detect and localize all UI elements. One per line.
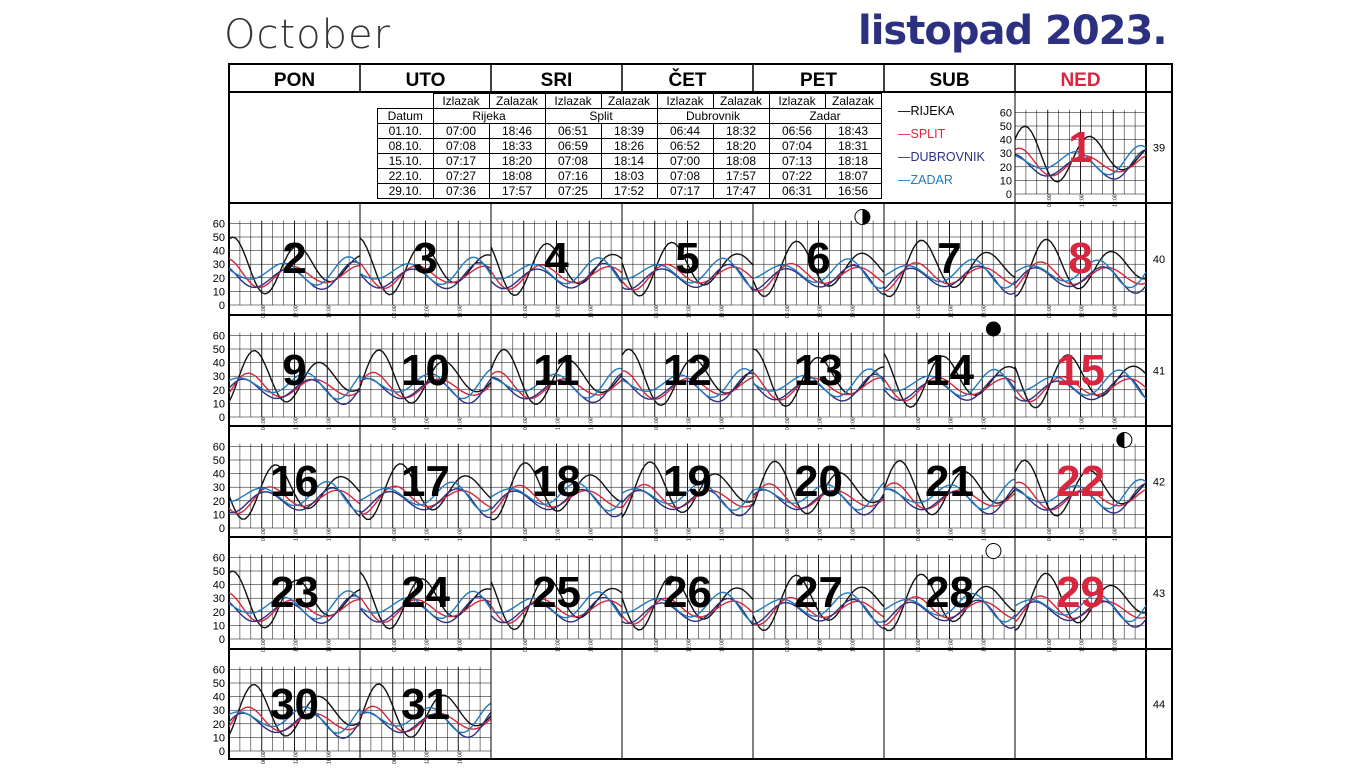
- day-number: 21: [925, 457, 974, 506]
- table-cell-time: 18:26: [601, 139, 657, 154]
- tide-axis-tick: 50: [212, 344, 225, 356]
- time-tick-label: 12:00: [293, 417, 300, 430]
- day-number: 7: [937, 234, 962, 283]
- time-tick-label: 12:00: [293, 751, 300, 764]
- tide-axis-tick: 50: [212, 455, 225, 467]
- moon-new-icon: [986, 322, 1001, 337]
- time-tick-label: 06:00: [915, 528, 922, 541]
- time-tick-label: 18:00: [719, 528, 726, 541]
- table-cell-time: 06:56: [769, 124, 825, 139]
- table-cell-time: 17:57: [489, 184, 545, 199]
- time-tick-label: 18:00: [850, 417, 857, 430]
- tide-axis-tick: 30: [212, 371, 225, 384]
- time-tick-label: 18:00: [981, 639, 988, 652]
- table-cell-time: 17:52: [601, 184, 657, 199]
- time-tick-label: 18:00: [1112, 194, 1119, 207]
- time-tick-label: 06:00: [260, 528, 267, 541]
- time-tick-label: 18:00: [457, 639, 464, 652]
- day-number: 6: [806, 234, 831, 283]
- header-city-zadar: Zadar: [769, 109, 881, 124]
- time-tick-label: 18:00: [588, 639, 595, 652]
- tide-axis-tick: 20: [212, 495, 225, 508]
- day-number: 8: [1068, 234, 1093, 283]
- time-tick-label: 18:00: [457, 528, 464, 541]
- table-cell-date: 08.10.: [378, 139, 434, 154]
- time-tick-label: 12:00: [424, 639, 431, 652]
- day-number: 24: [401, 568, 450, 617]
- table-cell-time: 18:08: [489, 169, 545, 184]
- day-number: 27: [794, 568, 843, 617]
- time-tick-label: 12:00: [1079, 639, 1086, 652]
- table-cell-time: 07:17: [433, 154, 489, 169]
- tide-axis-tick: 60: [999, 107, 1012, 120]
- time-tick-label: 12:00: [1079, 528, 1086, 541]
- time-tick-label: 12:00: [424, 751, 431, 764]
- time-tick-label: 12:00: [817, 417, 824, 430]
- time-tick-label: 06:00: [1046, 528, 1053, 541]
- day-number: 5: [675, 234, 700, 283]
- tide-axis-tick: 20: [212, 272, 225, 285]
- tide-axis-tick: 40: [212, 245, 225, 258]
- tide-axis-tick: 50: [999, 121, 1012, 133]
- time-tick-label: 18:00: [326, 528, 333, 541]
- header-sunrise-zadar: Izlazak: [769, 94, 825, 109]
- time-tick-label: 18:00: [588, 528, 595, 541]
- table-cell-time: 18:20: [489, 154, 545, 169]
- time-tick-label: 06:00: [653, 528, 660, 541]
- time-tick-label: 12:00: [948, 639, 955, 652]
- month-title-croatian: listopad 2023.: [858, 8, 1167, 54]
- table-cell-time: 18:18: [825, 154, 881, 169]
- tide-axis-tick: 20: [999, 161, 1012, 174]
- time-tick-label: 18:00: [588, 417, 595, 430]
- table-cell-time: 06:31: [769, 184, 825, 199]
- tide-axis-tick: 40: [212, 357, 225, 370]
- time-tick-label: 18:00: [326, 305, 333, 318]
- tide-axis-tick: 40: [212, 691, 225, 704]
- week-number: 44: [1152, 699, 1166, 711]
- day-number: 17: [401, 457, 450, 506]
- time-tick-label: 18:00: [981, 417, 988, 430]
- header-sunset-dubrovnik: Zalazak: [713, 94, 769, 109]
- time-tick-label: 12:00: [948, 417, 955, 430]
- time-tick-label: 18:00: [850, 639, 857, 652]
- time-tick-label: 12:00: [555, 639, 562, 652]
- weekday-label: SUB: [929, 70, 970, 91]
- time-tick-label: 12:00: [424, 417, 431, 430]
- table-row: [378, 124, 882, 139]
- time-tick-label: 06:00: [260, 417, 267, 430]
- time-tick-label: 18:00: [1112, 305, 1119, 318]
- day-number: 22: [1056, 457, 1105, 506]
- tide-axis-tick: 30: [999, 148, 1012, 161]
- tide-axis-tick: 40: [999, 134, 1012, 147]
- time-tick-label: 18:00: [326, 639, 333, 652]
- tide-axis-tick: 50: [212, 678, 225, 690]
- time-tick-label: 06:00: [260, 751, 267, 764]
- time-tick-label: 06:00: [1046, 305, 1053, 318]
- tide-axis-tick: 40: [212, 468, 225, 481]
- day-number: 16: [270, 457, 319, 506]
- tide-legend: [898, 100, 985, 192]
- table-cell-time: 07:17: [657, 184, 713, 199]
- time-tick-label: 18:00: [850, 305, 857, 318]
- week-number: 39: [1152, 142, 1166, 155]
- table-cell-time: 17:57: [713, 169, 769, 184]
- table-cell-time: 18:39: [601, 124, 657, 139]
- weekday-label: PON: [273, 70, 316, 91]
- time-tick-label: 06:00: [653, 417, 660, 430]
- table-cell-time: 07:04: [769, 139, 825, 154]
- time-tick-label: 06:00: [260, 639, 267, 652]
- time-tick-label: 12:00: [817, 305, 824, 318]
- time-tick-label: 06:00: [522, 528, 529, 541]
- time-tick-label: 12:00: [1079, 305, 1086, 318]
- tide-axis-tick: 0: [1005, 189, 1012, 201]
- table-cell-date: 22.10.: [378, 169, 434, 184]
- table-row: [378, 154, 882, 169]
- time-tick-label: 18:00: [326, 751, 333, 764]
- table-cell-time: 07:13: [769, 154, 825, 169]
- time-tick-label: 06:00: [915, 417, 922, 430]
- day-number: 9: [282, 346, 307, 395]
- table-cell-time: 16:56: [825, 184, 881, 199]
- time-tick-label: 06:00: [391, 305, 398, 318]
- sunrise-sunset-table: [377, 93, 882, 199]
- table-cell-date: 15.10.: [378, 154, 434, 169]
- day-number: 4: [544, 234, 569, 283]
- table-row: [378, 184, 882, 199]
- time-tick-label: 12:00: [424, 305, 431, 318]
- moon-full-icon: [986, 544, 1001, 559]
- tide-axis-tick: 0: [218, 746, 225, 758]
- time-tick-label: 18:00: [1112, 639, 1119, 652]
- time-tick-label: 18:00: [719, 417, 726, 430]
- month-title-english: October: [224, 12, 392, 58]
- tide-axis-tick: 60: [212, 664, 225, 677]
- time-tick-label: 18:00: [588, 305, 595, 318]
- day-number: 25: [532, 568, 581, 617]
- table-cell-time: 07:08: [433, 139, 489, 154]
- table-row: [378, 169, 882, 184]
- time-tick-label: 18:00: [981, 528, 988, 541]
- table-cell-time: 07:25: [545, 184, 601, 199]
- table-cell-date: 01.10.: [378, 124, 434, 139]
- tide-axis-tick: 20: [212, 718, 225, 731]
- day-number: 30: [270, 680, 319, 729]
- tide-axis-tick: 60: [212, 218, 225, 231]
- tide-axis-tick: 10: [999, 175, 1012, 188]
- time-tick-label: 12:00: [293, 305, 300, 318]
- table-cell-time: 18:08: [713, 154, 769, 169]
- day-number: 13: [794, 346, 843, 395]
- time-tick-label: 06:00: [915, 305, 922, 318]
- legend-item: —SPLIT: [898, 127, 946, 141]
- table-cell-time: 18:43: [825, 124, 881, 139]
- day-number: 3: [413, 234, 438, 283]
- weekday-label: SRI: [540, 70, 573, 91]
- time-tick-label: 12:00: [686, 417, 693, 430]
- tide-axis-tick: 30: [212, 705, 225, 718]
- time-tick-label: 12:00: [686, 528, 693, 541]
- weekday-label: UTO: [405, 70, 446, 91]
- time-tick-label: 12:00: [555, 417, 562, 430]
- table-cell-time: 07:36: [433, 184, 489, 199]
- time-tick-label: 12:00: [555, 305, 562, 318]
- time-tick-label: 12:00: [686, 305, 693, 318]
- table-cell-time: 06:59: [545, 139, 601, 154]
- table-cell-time: 17:47: [713, 184, 769, 199]
- time-tick-label: 06:00: [653, 639, 660, 652]
- table-cell-time: 18:20: [713, 139, 769, 154]
- table-cell-time: 06:52: [657, 139, 713, 154]
- tide-axis-tick: 10: [212, 398, 225, 411]
- day-number: 28: [925, 568, 974, 617]
- tide-axis-tick: 20: [212, 606, 225, 619]
- moon-first-quarter-icon: [1117, 433, 1132, 448]
- time-tick-label: 18:00: [719, 639, 726, 652]
- table-cell-time: 18:46: [489, 124, 545, 139]
- time-tick-label: 12:00: [817, 528, 824, 541]
- time-tick-label: 06:00: [522, 305, 529, 318]
- table-cell-time: 07:08: [545, 154, 601, 169]
- table-cell-time: 07:22: [769, 169, 825, 184]
- time-tick-label: 06:00: [1046, 417, 1053, 430]
- day-number: 23: [270, 568, 319, 617]
- time-tick-label: 12:00: [948, 305, 955, 318]
- table-cell-time: 07:27: [433, 169, 489, 184]
- time-tick-label: 18:00: [1112, 417, 1119, 430]
- tide-axis-tick: 20: [212, 384, 225, 397]
- day-number: 19: [663, 457, 712, 506]
- legend-item: —RIJEKA: [898, 104, 955, 118]
- time-tick-label: 06:00: [391, 528, 398, 541]
- weekday-label: NED: [1060, 70, 1101, 91]
- tide-axis-tick: 10: [212, 732, 225, 745]
- time-tick-label: 06:00: [653, 305, 660, 318]
- header-city-rijeka: Rijeka: [433, 109, 545, 124]
- table-cell-time: 18:03: [601, 169, 657, 184]
- tide-axis-tick: 60: [212, 441, 225, 454]
- header-date: Datum: [378, 109, 434, 124]
- tide-axis-tick: 10: [212, 509, 225, 522]
- time-tick-label: 18:00: [326, 417, 333, 430]
- tide-axis-tick: 0: [218, 634, 225, 646]
- header-sunrise-split: Izlazak: [545, 94, 601, 109]
- tide-axis-tick: 0: [218, 523, 225, 535]
- table-cell-time: 18:07: [825, 169, 881, 184]
- tide-axis-tick: 10: [212, 620, 225, 633]
- moon-last-quarter-icon: [855, 210, 870, 225]
- tide-axis-tick: 30: [212, 259, 225, 272]
- table-row: [378, 139, 882, 154]
- week-number: 41: [1152, 365, 1166, 378]
- header-sunset-split: Zalazak: [601, 94, 657, 109]
- week-number: 40: [1152, 254, 1166, 266]
- time-tick-label: 12:00: [1079, 194, 1086, 207]
- table-cell-time: 07:16: [545, 169, 601, 184]
- time-tick-label: 18:00: [719, 305, 726, 318]
- time-tick-label: 06:00: [784, 417, 791, 430]
- time-tick-label: 06:00: [522, 639, 529, 652]
- tide-axis-tick: 30: [212, 593, 225, 606]
- time-tick-label: 18:00: [457, 305, 464, 318]
- day-number: 31: [401, 680, 450, 729]
- table-cell-time: 18:14: [601, 154, 657, 169]
- day-number: 10: [401, 346, 450, 395]
- day-number: 11: [533, 346, 580, 395]
- time-tick-label: 06:00: [391, 639, 398, 652]
- table-cell-time: 18:31: [825, 139, 881, 154]
- time-tick-label: 06:00: [784, 305, 791, 318]
- tide-axis-tick: 50: [212, 566, 225, 578]
- header-sunrise-dubrovnik: Izlazak: [657, 94, 713, 109]
- header-sunset-zadar: Zalazak: [825, 94, 881, 109]
- day-number: 2: [282, 234, 307, 283]
- day-number: 29: [1056, 568, 1105, 617]
- tide-axis-tick: 40: [212, 579, 225, 592]
- week-number: 43: [1152, 588, 1166, 600]
- time-tick-label: 06:00: [391, 417, 398, 430]
- time-tick-label: 18:00: [850, 528, 857, 541]
- table-cell-time: 06:51: [545, 124, 601, 139]
- time-tick-label: 12:00: [948, 528, 955, 541]
- time-tick-label: 06:00: [1046, 194, 1053, 207]
- time-tick-label: 06:00: [1046, 639, 1053, 652]
- day-number: 1: [1068, 123, 1093, 172]
- table-cell-time: 18:33: [489, 139, 545, 154]
- day-number: 15: [1056, 346, 1105, 395]
- week-number: 42: [1152, 476, 1166, 489]
- time-tick-label: 12:00: [555, 528, 562, 541]
- tide-axis-tick: 10: [212, 286, 225, 299]
- legend-item: —DUBROVNIK: [898, 150, 985, 164]
- tide-axis-tick: 30: [212, 482, 225, 495]
- table-cell-date: 29.10.: [378, 184, 434, 199]
- day-number: 12: [663, 346, 712, 395]
- time-tick-label: 18:00: [457, 417, 464, 430]
- table-cell-time: 07:08: [657, 169, 713, 184]
- time-tick-label: 12:00: [817, 639, 824, 652]
- time-tick-label: 12:00: [293, 639, 300, 652]
- weekday-label: PET: [800, 70, 837, 91]
- time-tick-label: 12:00: [686, 639, 693, 652]
- table-cell-time: 06:44: [657, 124, 713, 139]
- legend-item: —ZADAR: [898, 173, 953, 187]
- day-number: 14: [925, 346, 974, 395]
- time-tick-label: 06:00: [784, 528, 791, 541]
- table-cell-time: 07:00: [657, 154, 713, 169]
- tide-axis-tick: 50: [212, 232, 225, 244]
- table-corner: [378, 94, 434, 109]
- tide-axis-tick: 0: [218, 300, 225, 312]
- tide-axis-tick: 0: [218, 412, 225, 424]
- time-tick-label: 06:00: [260, 305, 267, 318]
- day-number: 26: [663, 568, 712, 617]
- time-tick-label: 18:00: [981, 305, 988, 318]
- day-number: 20: [794, 457, 843, 506]
- time-tick-label: 06:00: [522, 417, 529, 430]
- header-sunrise-rijeka: Izlazak: [433, 94, 489, 109]
- time-tick-label: 06:00: [391, 751, 398, 764]
- day-number: 18: [532, 457, 581, 506]
- time-tick-label: 06:00: [915, 639, 922, 652]
- header-city-split: Split: [545, 109, 657, 124]
- table-cell-time: 18:32: [713, 124, 769, 139]
- table-cell-time: 07:00: [433, 124, 489, 139]
- tide-axis-tick: 60: [212, 552, 225, 565]
- time-tick-label: 18:00: [457, 751, 464, 764]
- time-tick-label: 12:00: [1079, 417, 1086, 430]
- header-sunset-rijeka: Zalazak: [489, 94, 545, 109]
- header-city-dubrovnik: Dubrovnik: [657, 109, 769, 124]
- time-tick-label: 12:00: [293, 528, 300, 541]
- time-tick-label: 18:00: [1112, 528, 1119, 541]
- tide-axis-tick: 60: [212, 330, 225, 343]
- time-tick-label: 12:00: [424, 528, 431, 541]
- weekday-label: ČET: [668, 70, 707, 91]
- time-tick-label: 06:00: [784, 639, 791, 652]
